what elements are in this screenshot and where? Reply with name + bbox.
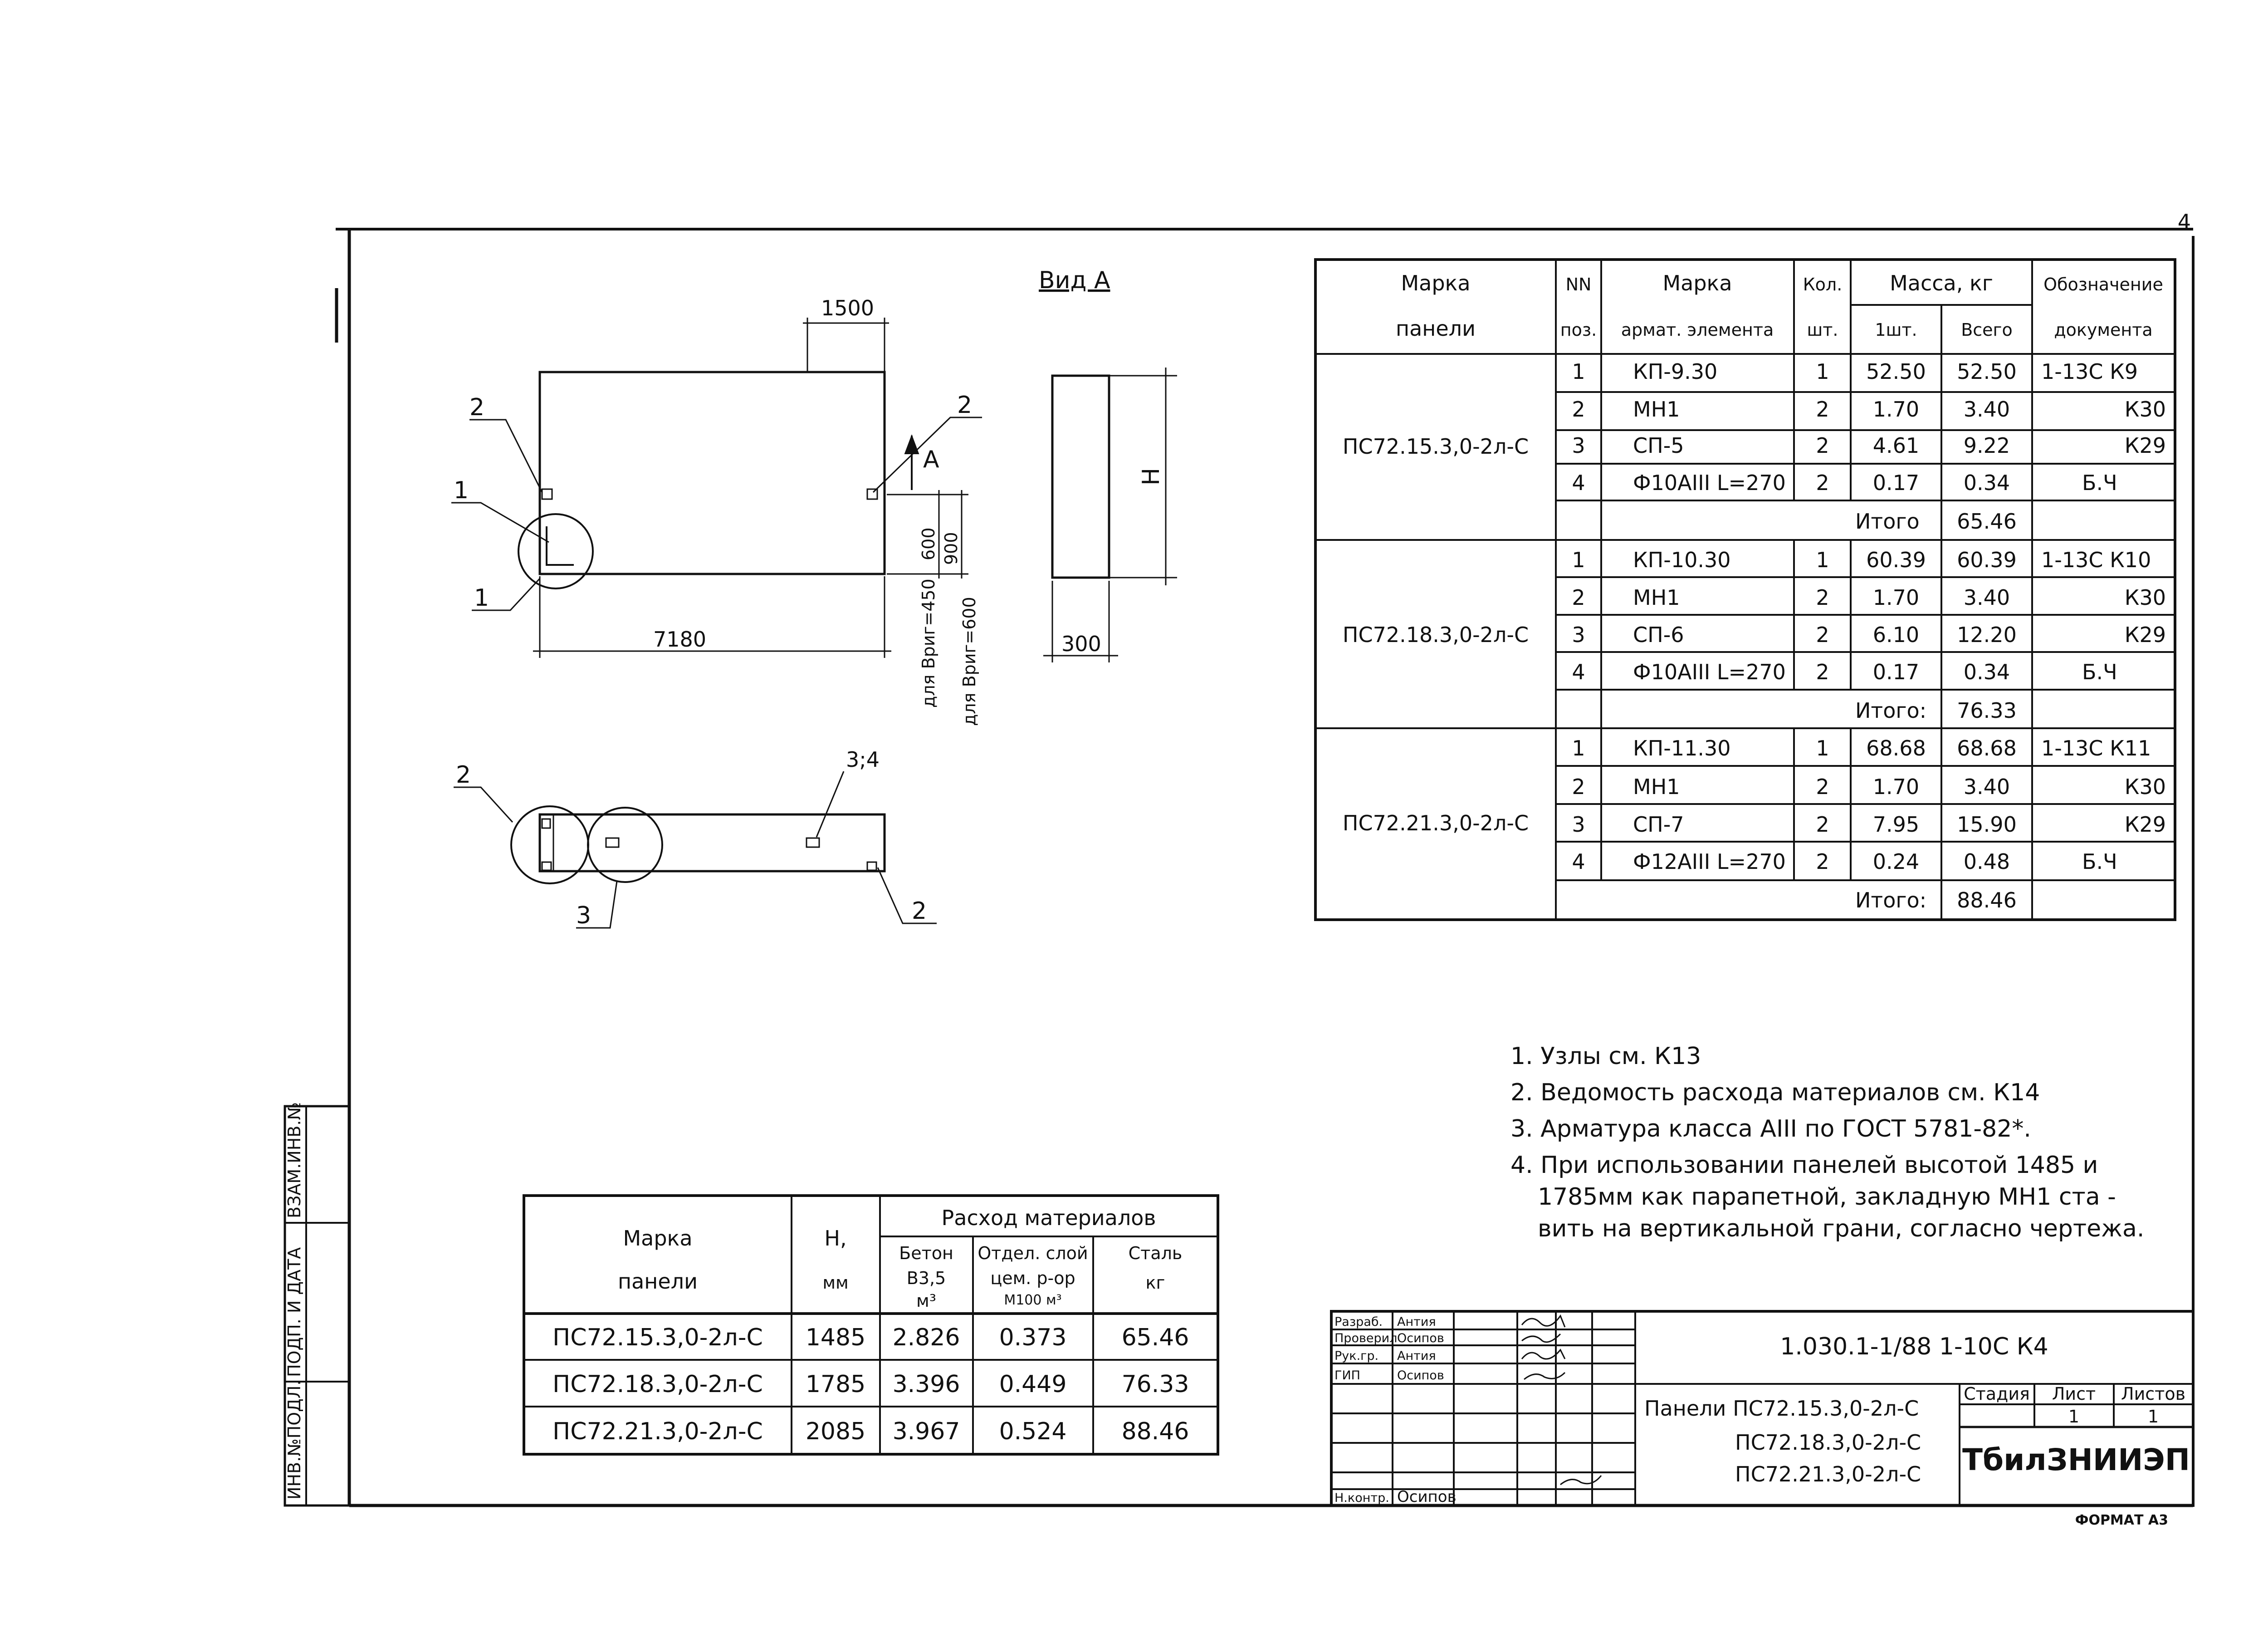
spec-cell: 7.95 <box>1872 812 1920 837</box>
spec-cell: КП-10.30 <box>1633 548 1731 572</box>
plate-left <box>542 489 552 499</box>
spec-cell: 1 <box>1816 736 1829 760</box>
note-brig-600: для Вриг=600 <box>959 597 979 726</box>
spec-cell: К30 <box>2124 775 2166 799</box>
spec-cell: 68.68 <box>1957 736 2017 760</box>
mat-cell: 65.46 <box>1121 1324 1189 1351</box>
spec-cell: 6.10 <box>1872 623 1920 647</box>
spec-cell: 3.40 <box>1963 775 2010 799</box>
spec-h-doc-1: Обозначение <box>2043 275 2163 294</box>
spec-cell: 12.20 <box>1957 623 2017 647</box>
spec-g1-panel: ПС72.15.3,0-2л-С <box>1342 434 1529 459</box>
spec-cell: 1 <box>1816 359 1829 384</box>
mat-cell: 1485 <box>805 1324 866 1351</box>
spec-cell: КП-11.30 <box>1633 736 1731 760</box>
callout-1-lower: 1 <box>474 584 489 612</box>
spec-cell: 2 <box>1816 433 1829 458</box>
dim-600: 600 <box>919 527 938 560</box>
spec-cell: 2 <box>1816 585 1829 610</box>
spec-h-mass-one: 1шт. <box>1875 320 1917 340</box>
spec-cell: 0.17 <box>1872 471 1920 495</box>
spec-g1-total: 65.46 <box>1957 509 2017 534</box>
note-2: 2. Ведомость расхода материалов см. К14 <box>1510 1079 2040 1106</box>
note-brig-450: для Вриг=450 <box>919 579 938 708</box>
spec-cell: 4 <box>1572 849 1585 874</box>
mat-cell: 2085 <box>805 1418 866 1445</box>
sheet-label: Лист <box>2052 1384 2096 1404</box>
org-name: ТбилЗНИИЭП <box>1962 1442 2190 1477</box>
spec-cell: 1.70 <box>1872 397 1920 422</box>
doc-code: 1.030.1-1/88 1-10С К4 <box>1780 1333 2048 1360</box>
tb-name: Антия <box>1397 1349 1436 1363</box>
mat-h-layer-1: Отдел. слой <box>978 1243 1088 1263</box>
spec-cell: 2 <box>1572 585 1585 610</box>
spec-cell: 1 <box>1572 736 1585 760</box>
spec-cell: 1-13С К9 <box>2041 359 2138 384</box>
spec-cell: 1 <box>1816 548 1829 572</box>
stage-label: Стадия <box>1964 1384 2030 1404</box>
spec-cell: 2 <box>1572 775 1585 799</box>
spec-cell: 2 <box>1816 623 1829 647</box>
spec-h-mark-1: Марка <box>1662 271 1732 295</box>
tb-name: Осипов <box>1397 1368 1444 1383</box>
spec-cell: 52.50 <box>1866 359 1926 384</box>
mat-h-layer-3: М100 м³ <box>1004 1292 1062 1308</box>
mat-h-panel-1: Марка <box>623 1226 693 1250</box>
spec-cell: 2 <box>1816 660 1829 684</box>
spec-g3-total: 88.46 <box>1957 888 2017 912</box>
mat-cell: 1785 <box>805 1371 866 1398</box>
spec-cell: 3 <box>1572 433 1585 458</box>
signatures <box>1522 1316 1601 1485</box>
mat-h-steel-2: кг <box>1145 1273 1165 1293</box>
spec-h-pos-2: поз. <box>1560 320 1597 340</box>
mat-cell: 0.373 <box>999 1324 1067 1351</box>
mat-cell: ПС72.21.3,0-2л-С <box>552 1418 763 1445</box>
spec-cell: 2 <box>1816 397 1829 422</box>
spec-cell: 60.39 <box>1866 548 1926 572</box>
mat-cell: 3.396 <box>892 1371 960 1398</box>
spec-cell: К30 <box>2124 397 2166 422</box>
tb-role: ГИП <box>1334 1368 1360 1383</box>
spec-g2-total-label: Итого: <box>1855 698 1927 723</box>
spec-cell: 2 <box>1816 775 1829 799</box>
spec-h-mass: Масса, кг <box>1890 271 1993 295</box>
mat-h-beton-3: м³ <box>916 1291 936 1311</box>
note-4-cont-2: вить на вертикальной грани, согласно чертежа. <box>1538 1215 2145 1242</box>
plan-callout-3: 3 <box>576 902 591 929</box>
note-4-cont-1: 1785мм как парапетной, закладную МН1 ста - <box>1538 1183 2116 1211</box>
spec-cell: МН1 <box>1633 775 1680 799</box>
spec-cell: 1 <box>1572 548 1585 572</box>
spec-cell: 4 <box>1572 660 1585 684</box>
spec-h-mark-2: армат. элемента <box>1621 320 1774 340</box>
spec-cell: К29 <box>2124 623 2166 647</box>
spec-cell: Б.Ч <box>2082 471 2117 495</box>
tb-name: Осипов <box>1397 1488 1457 1506</box>
mat-h-steel-1: Сталь <box>1128 1243 1183 1263</box>
title-line-3: ПС72.21.3,0-2л-С <box>1735 1462 1921 1486</box>
stamp-podp-data: ПОДП. И ДАТА <box>284 1247 304 1377</box>
stamp-inv-podl: ИНВ.№ПОДЛ. <box>284 1380 304 1500</box>
spec-cell: 1-13С К11 <box>2041 736 2151 760</box>
spec-cell: 0.24 <box>1872 849 1920 874</box>
sheets-value: 1 <box>2147 1407 2159 1427</box>
dim-7180: 7180 <box>653 627 707 652</box>
spec-cell: 4 <box>1572 471 1585 495</box>
spec-cell: СП-5 <box>1633 433 1684 458</box>
node-circle-1 <box>518 514 593 588</box>
mat-h-panel-2: панели <box>618 1269 698 1294</box>
tb-name: Антия <box>1397 1315 1436 1329</box>
spec-cell: К30 <box>2124 585 2166 610</box>
tb-name: Осипов <box>1397 1331 1444 1345</box>
title-line-2: ПС72.18.3,0-2л-С <box>1735 1430 1921 1455</box>
stamp-vzam-inv: ВЗАМ.ИНВ.№ <box>284 1102 304 1218</box>
spec-cell: К29 <box>2124 433 2166 458</box>
mat-cell: 0.524 <box>999 1418 1067 1445</box>
note-4: 4. При использовании панелей высотой 1485 и <box>1510 1152 2098 1179</box>
spec-cell: К29 <box>2124 812 2166 837</box>
plan-callout-2-left: 2 <box>456 761 471 789</box>
spec-cell: 3 <box>1572 812 1585 837</box>
spec-h-mass-all: Всего <box>1961 320 2013 340</box>
view-a-title: Вид А <box>1039 267 1110 294</box>
dim-900: 900 <box>941 532 961 565</box>
spec-g2-total: 76.33 <box>1957 698 2017 723</box>
spec-cell: 0.34 <box>1963 471 2010 495</box>
spec-cell: 3.40 <box>1963 397 2010 422</box>
mat-cell: 76.33 <box>1121 1371 1189 1398</box>
spec-cell: 1.70 <box>1872 775 1920 799</box>
spec-cell: 3.40 <box>1963 585 2010 610</box>
tb-role: Разраб. <box>1334 1315 1383 1329</box>
note-1: 1. Узлы см. К13 <box>1510 1043 1701 1070</box>
spec-h-qty-1: Кол. <box>1803 275 1843 294</box>
spec-cell: Б.Ч <box>2082 660 2117 684</box>
spec-cell: 68.68 <box>1866 736 1926 760</box>
spec-g2-panel: ПС72.18.3,0-2л-С <box>1342 623 1529 647</box>
general-notes <box>1510 1043 2144 1242</box>
plan-callout-2-right: 2 <box>912 897 927 925</box>
spec-cell: 0.34 <box>1963 660 2010 684</box>
spec-cell: 1-13С К10 <box>2041 548 2151 572</box>
mat-h-beton-2: В3,5 <box>906 1268 946 1288</box>
spec-cell: 1.70 <box>1872 585 1920 610</box>
spec-cell: МН1 <box>1633 397 1680 422</box>
mat-cell: 2.826 <box>892 1324 960 1351</box>
spec-h-panel-1: Марка <box>1401 271 1471 295</box>
mat-cell: ПС72.15.3,0-2л-С <box>552 1324 763 1351</box>
panel-side-view <box>1052 376 1109 578</box>
dim-1500: 1500 <box>821 296 875 320</box>
tb-role: Проверил <box>1334 1331 1398 1345</box>
tb-role: Рук.гр. <box>1334 1349 1379 1363</box>
title-line-1: Панели ПС72.15.3,0-2л-С <box>1644 1396 1919 1421</box>
sheets-label: Листов <box>2121 1384 2185 1404</box>
callout-1-upper: 1 <box>454 477 469 504</box>
spec-cell: 60.39 <box>1957 548 2017 572</box>
spec-cell: 0.48 <box>1963 849 2010 874</box>
page-number: 4 <box>2177 210 2191 234</box>
spec-cell: 52.50 <box>1957 359 2017 384</box>
spec-cell: 2 <box>1572 397 1585 422</box>
spec-h-panel-2: панели <box>1396 316 1476 341</box>
spec-h-qty-2: шт. <box>1807 320 1838 340</box>
tb-role: Н.контр. <box>1334 1491 1389 1505</box>
spec-g3-total-label: Итого: <box>1855 888 1927 912</box>
sheet-value: 1 <box>2068 1407 2080 1427</box>
mat-cell: ПС72.18.3,0-2л-С <box>552 1371 763 1398</box>
mat-h-layer-2: цем. р-ор <box>990 1268 1075 1288</box>
spec-cell: СП-7 <box>1633 812 1684 837</box>
spec-g3-panel: ПС72.21.3,0-2л-С <box>1342 811 1529 835</box>
mat-h-h-2: мм <box>822 1273 849 1293</box>
spec-cell: МН1 <box>1633 585 1680 610</box>
spec-cell: КП-9.30 <box>1633 359 1718 384</box>
spec-cell: Ф10АIII L=270 <box>1633 471 1786 495</box>
spec-cell: СП-6 <box>1633 623 1684 647</box>
spec-g1-total-label: Итого <box>1855 509 1920 534</box>
spec-cell: 3 <box>1572 623 1585 647</box>
mat-h-h-1: Н, <box>824 1226 847 1250</box>
dim-300: 300 <box>1061 632 1101 656</box>
spec-cell: 2 <box>1816 849 1829 874</box>
spec-cell: 2 <box>1816 812 1829 837</box>
text-layer <box>284 210 2191 1528</box>
spec-cell: 0.17 <box>1872 660 1920 684</box>
callout-2-right: 2 <box>957 392 973 419</box>
callout-2-left: 2 <box>469 394 485 421</box>
mat-cell: 88.46 <box>1121 1418 1189 1445</box>
plan-callout-34: 3;4 <box>846 747 880 772</box>
mat-h-group: Расход материалов <box>941 1206 1156 1230</box>
spec-cell: 1 <box>1572 359 1585 384</box>
note-3: 3. Арматура класса АIII по ГОСТ 5781-82*. <box>1510 1115 2031 1143</box>
spec-cell: Ф12АIII L=270 <box>1633 849 1786 874</box>
dim-h: Н <box>1138 467 1165 485</box>
sheet-format: ФОРМАТ А3 <box>2075 1512 2168 1528</box>
mat-h-beton-1: Бетон <box>899 1243 953 1263</box>
spec-cell: 9.22 <box>1963 433 2010 458</box>
spec-cell: 2 <box>1816 471 1829 495</box>
spec-cell: Ф10АIII L=270 <box>1633 660 1786 684</box>
mat-cell: 0.449 <box>999 1371 1067 1398</box>
spec-cell: Б.Ч <box>2082 849 2117 874</box>
spec-h-pos-1: NN <box>1565 275 1592 294</box>
view-arrow-label: А <box>923 446 939 473</box>
spec-h-doc-2: документа <box>2054 320 2153 340</box>
spec-cell: 4.61 <box>1872 433 1920 458</box>
mat-cell: 3.967 <box>892 1418 960 1445</box>
spec-cell: 15.90 <box>1957 812 2017 837</box>
